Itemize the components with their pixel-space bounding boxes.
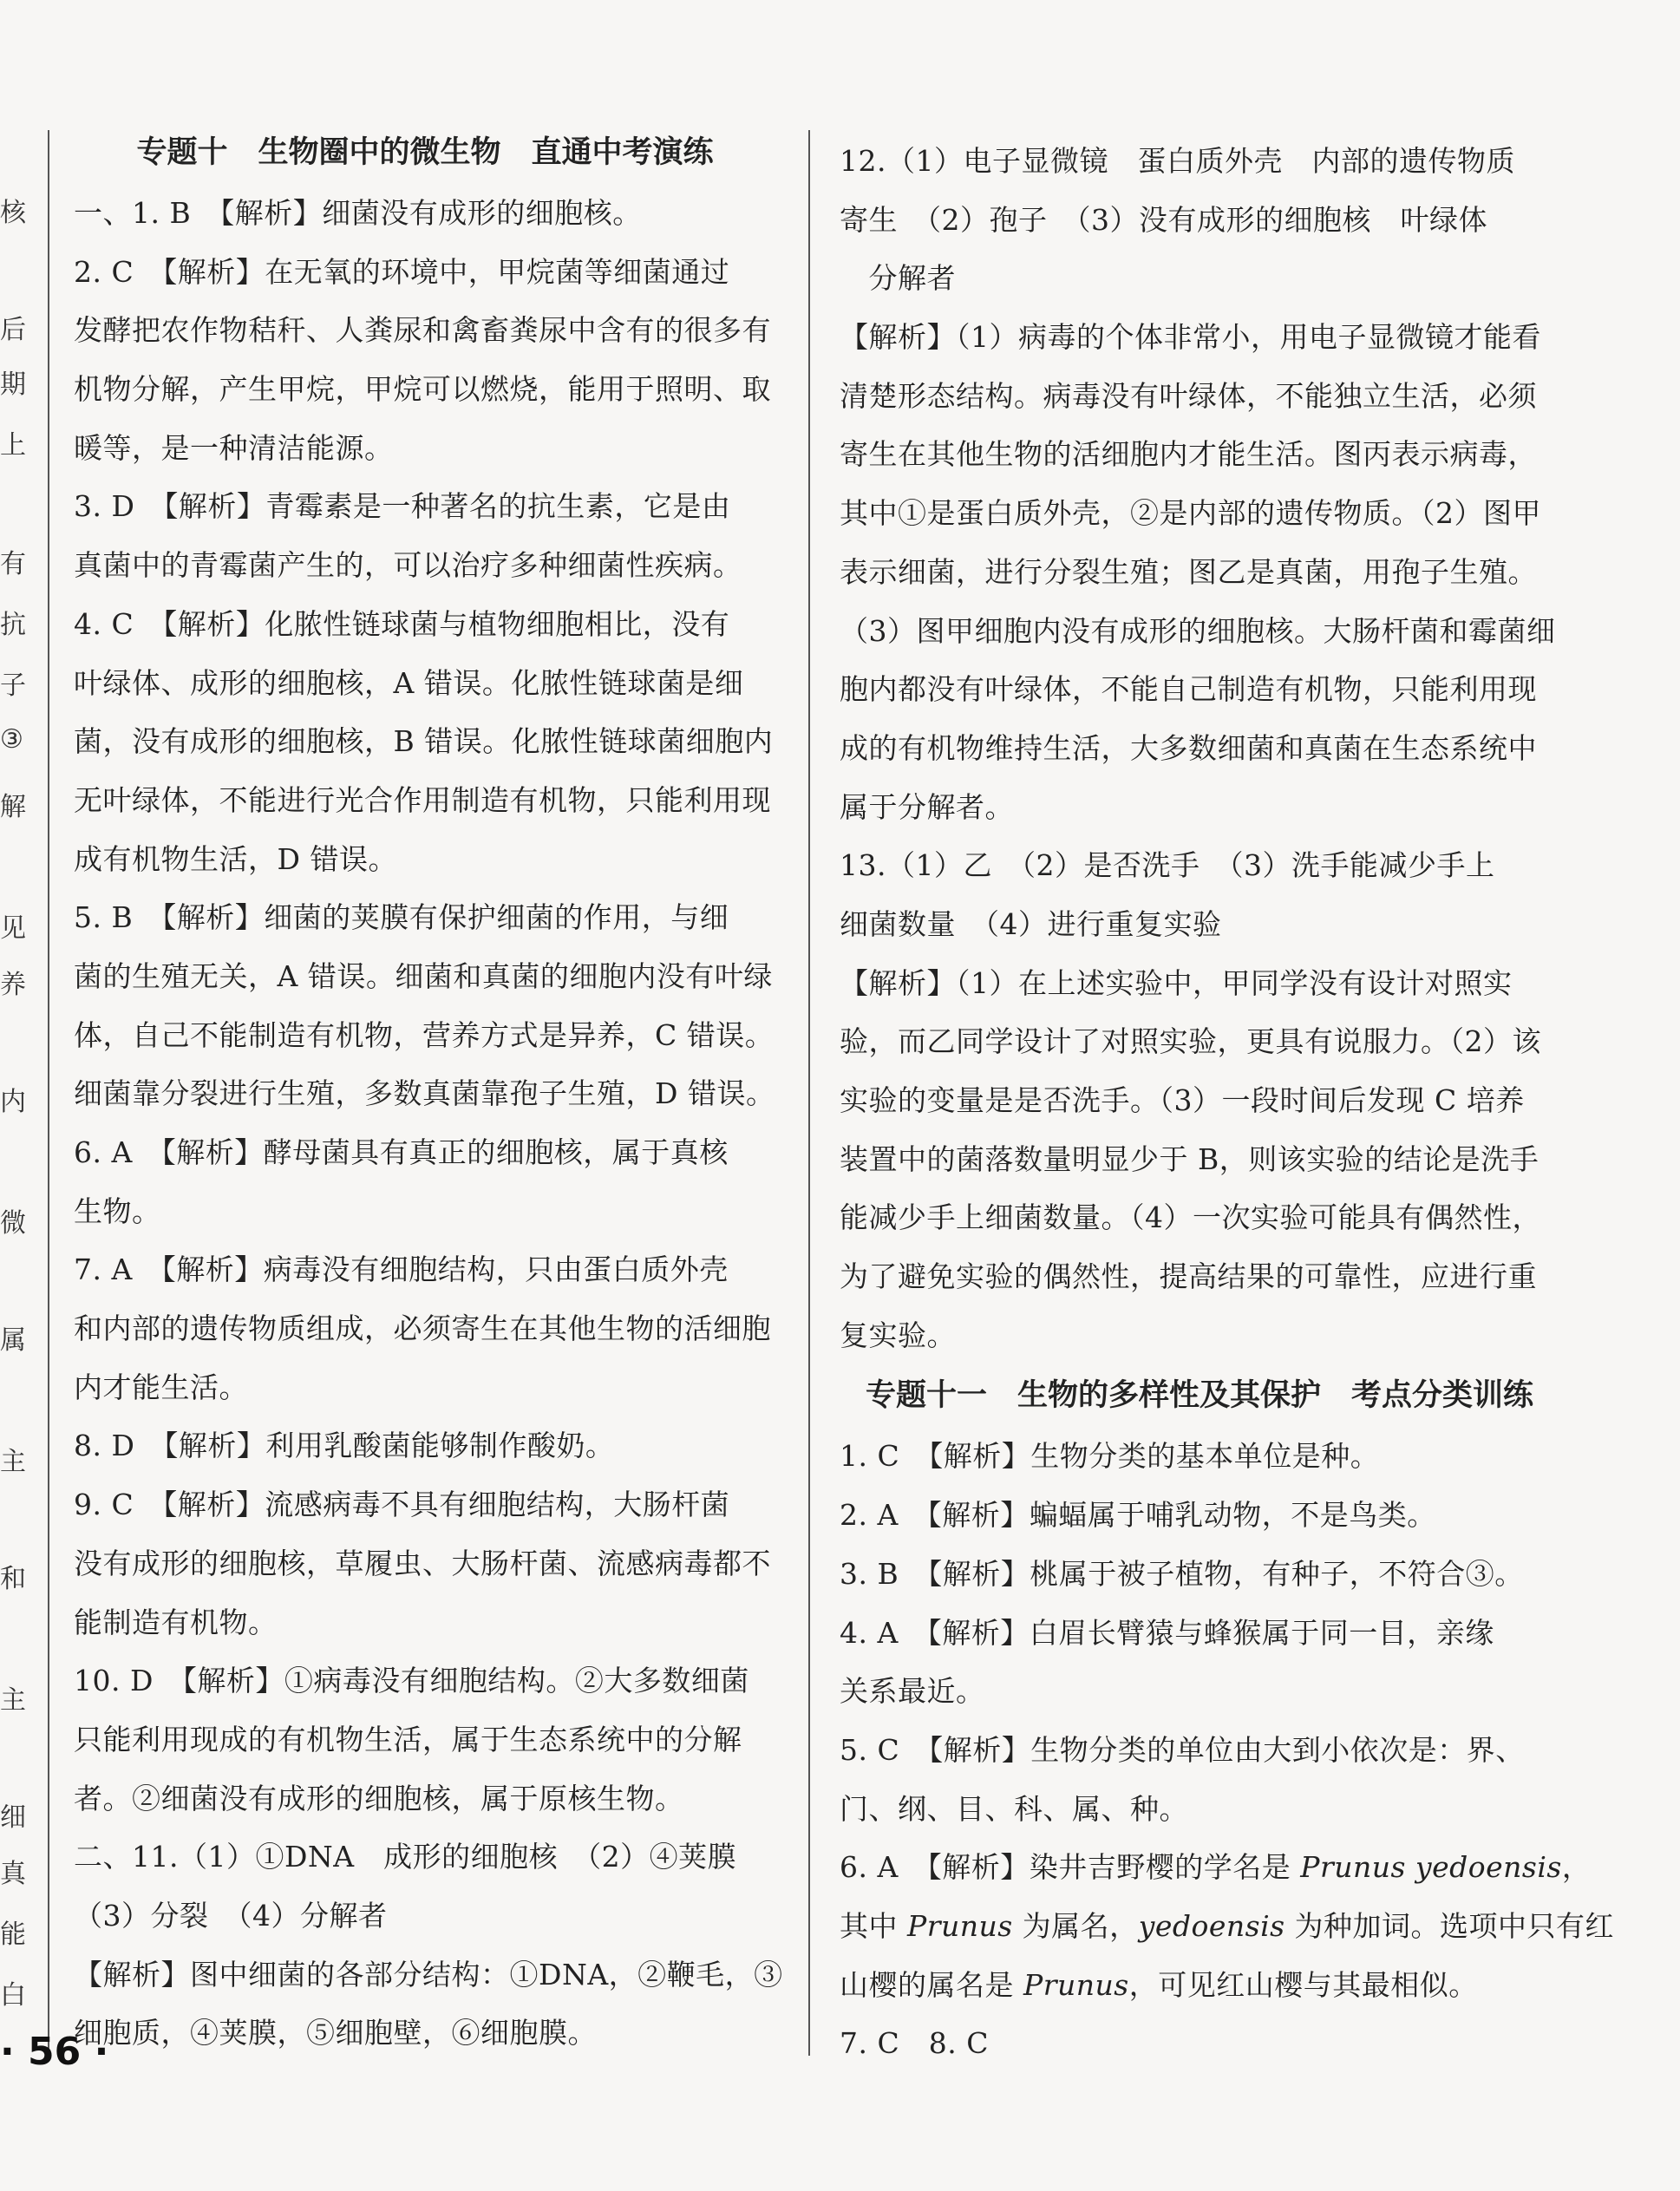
section-heading: 专题十 生物圈中的微生物 直通中考演练 bbox=[136, 135, 714, 170]
text-line: 复实验。 bbox=[840, 1318, 956, 1352]
margin-fragment: 养 bbox=[0, 970, 26, 1000]
text-line: 菌的生殖无关，A 错误。细菌和真菌的细胞内没有叶绿 bbox=[74, 958, 773, 993]
margin-fragment: 细 bbox=[0, 1802, 26, 1833]
text-line: 和内部的遗传物质组成，必须寄生在其他生物的活细胞 bbox=[74, 1311, 771, 1346]
text-line: 8. D 【解析】利用乳酸菌能够制作酸奶。 bbox=[74, 1429, 615, 1463]
text-line: 10. D 【解析】①病毒没有细胞结构。②大多数细菌 bbox=[74, 1664, 749, 1698]
text-line: （3）分裂 （4）分解者 bbox=[74, 1898, 388, 1933]
text-line: 者。②细菌没有成形的细胞核，属于原核生物。 bbox=[74, 1781, 684, 1815]
margin-fragment: 有 bbox=[0, 549, 26, 579]
text-line: 寄生 （2）孢子 （3）没有成形的细胞核 叶绿体 bbox=[840, 202, 1487, 237]
text-line: 细菌靠分裂进行生殖，多数真菌靠孢子生殖，D 错误。 bbox=[74, 1076, 775, 1111]
text-line: 山樱的属名是 Prunus，可见红山樱与其最相似。 bbox=[840, 1967, 1478, 2002]
text-line: 4. C 【解析】化脓性链球菌与植物细胞相比，没有 bbox=[74, 606, 730, 641]
text-line: 体，自己不能制造有机物，营养方式是异养，C 错误。 bbox=[74, 1017, 775, 1052]
text-line: 2. C 【解析】在无氧的环境中，甲烷菌等细菌通过 bbox=[74, 254, 730, 289]
text-line: 5. C 【解析】生物分类的单位由大到小依次是：界、 bbox=[840, 1732, 1525, 1767]
text-line: 能减少手上细菌数量。（4）一次实验可能具有偶然性， bbox=[840, 1200, 1541, 1235]
text-line: 2. A 【解析】蝙蝠属于哺乳动物，不是鸟类。 bbox=[840, 1498, 1436, 1533]
text-line: 6. A 【解析】染井吉野樱的学名是 Prunus yedoensis， bbox=[840, 1850, 1592, 1885]
text-line: 叶绿体、成形的细胞核，A 错误。化脓性链球菌是细 bbox=[74, 665, 744, 700]
text-line: 暖等，是一种清洁能源。 bbox=[74, 430, 394, 465]
margin-fragment: 见 bbox=[0, 913, 26, 944]
text-line: 细菌数量 （4）进行重复实验 bbox=[840, 906, 1222, 941]
text-line: 实验的变量是是否洗手。（3）一段时间后发现 C 培养 bbox=[840, 1083, 1525, 1117]
text-line: 胞内都没有叶绿体，不能自己制造有机物，只能利用现 bbox=[840, 672, 1537, 707]
margin-fragment: 真 bbox=[0, 1859, 26, 1889]
text-line: 7. C 8. C bbox=[840, 2026, 989, 2061]
left-divider bbox=[48, 130, 49, 2056]
text-line: 【解析】（1）病毒的个体非常小，用电子显微镜才能看 bbox=[840, 320, 1541, 355]
text-line: 表示细菌，进行分裂生殖；图乙是真菌，用孢子生殖。 bbox=[840, 554, 1537, 589]
text-line: 13.（1）乙 （2）是否洗手 （3）洗手能减少手上 bbox=[840, 848, 1495, 883]
margin-fragment: 白 bbox=[0, 1980, 26, 2011]
text-line: 一、1. B 【解析】细菌没有成形的细胞核。 bbox=[74, 196, 642, 230]
text-line: 成的有机物维持生活，大多数细菌和真菌在生态系统中 bbox=[840, 730, 1537, 765]
margin-fragment: 后 bbox=[0, 315, 26, 345]
margin-fragments bbox=[0, 130, 35, 2038]
text-line: 3. D 【解析】青霉素是一种著名的抗生素，它是由 bbox=[74, 489, 731, 524]
margin-fragment: 和 bbox=[0, 1564, 26, 1594]
text-line: 1. C 【解析】生物分类的基本单位是种。 bbox=[840, 1439, 1380, 1474]
text-line: 发酵把农作物秸秆、人粪尿和禽畜粪尿中含有的很多有 bbox=[74, 313, 771, 348]
margin-fragment: 上 bbox=[0, 430, 26, 461]
text-line: 【解析】（1）在上述实验中，甲同学没有设计对照实 bbox=[840, 965, 1513, 1000]
text-line: 机物分解，产生甲烷，甲烷可以燃烧，能用于照明、取 bbox=[74, 372, 771, 407]
center-divider bbox=[808, 130, 810, 2056]
text-line: 二、11.（1）①DNA 成形的细胞核 （2）④荚膜 bbox=[74, 1840, 737, 1874]
text-line: 属于分解者。 bbox=[840, 789, 1014, 824]
text-line: 装置中的菌落数量明显少于 B，则该实验的结论是洗手 bbox=[840, 1141, 1539, 1176]
text-line: 没有成形的细胞核，草履虫、大肠杆菌、流感病毒都不 bbox=[74, 1546, 771, 1580]
margin-fragment: 抗 bbox=[0, 610, 26, 640]
left-column bbox=[74, 121, 783, 2063]
text-line: 生物。 bbox=[74, 1194, 161, 1228]
text-line: 内才能生活。 bbox=[74, 1370, 248, 1404]
text-line: 真菌中的青霉菌产生的，可以治疗多种细菌性疾病。 bbox=[74, 548, 742, 583]
text-line: 关系最近。 bbox=[840, 1674, 985, 1709]
text-line: 能制造有机物。 bbox=[74, 1605, 278, 1639]
text-line: 3. B 【解析】桃属于被子植物，有种子，不符合③。 bbox=[840, 1556, 1524, 1591]
text-line: 7. A 【解析】病毒没有细胞结构，只由蛋白质外壳 bbox=[74, 1252, 729, 1287]
text-line: 5. B 【解析】细菌的荚膜有保护细菌的作用，与细 bbox=[74, 900, 729, 935]
margin-fragment: 子 bbox=[0, 670, 26, 701]
margin-fragment: 核 bbox=[0, 198, 26, 228]
margin-fragment: 微 bbox=[0, 1208, 26, 1239]
text-line: 细胞质，④荚膜，⑤细胞壁，⑥细胞膜。 bbox=[74, 2016, 597, 2050]
text-line: 验，而乙同学设计了对照实验，更具有说服力。（2）该 bbox=[840, 1024, 1541, 1059]
margin-fragment: 内 bbox=[0, 1087, 26, 1117]
text-line: 菌，没有成形的细胞核，B 错误。化脓性链球菌细胞内 bbox=[74, 724, 774, 759]
margin-fragment: 能 bbox=[0, 1920, 26, 1950]
text-line: 4. A 【解析】白眉长臂猿与蜂猴属于同一目，亲缘 bbox=[840, 1615, 1494, 1650]
margin-fragment: 解 bbox=[0, 792, 26, 822]
margin-fragment: 主 bbox=[0, 1685, 26, 1716]
margin-fragment: 期 bbox=[0, 370, 26, 400]
margin-fragment: 主 bbox=[0, 1447, 26, 1477]
section-heading: 专题十一 生物的多样性及其保护 考点分类训练 bbox=[865, 1378, 1533, 1414]
text-line: 【解析】图中细菌的各部分结构：①DNA，②鞭毛，③ bbox=[74, 1957, 783, 1992]
text-line: 清楚形态结构。病毒没有叶绿体，不能独立生活，必须 bbox=[840, 378, 1537, 413]
text-line: 9. C 【解析】流感病毒不具有细胞结构，大肠杆菌 bbox=[74, 1488, 730, 1522]
margin-fragment: ③ bbox=[0, 724, 23, 755]
margin-fragment: 属 bbox=[0, 1325, 26, 1356]
right-column bbox=[840, 132, 1615, 2073]
page-number: · 56 · bbox=[0, 2030, 109, 2074]
text-line: 门、纲、目、科、属、种。 bbox=[840, 1791, 1188, 1826]
text-line: 寄生在其他生物的活细胞内才能生活。图丙表示病毒， bbox=[840, 437, 1537, 472]
text-line: 分解者 bbox=[840, 261, 956, 296]
text-line: 为了避免实验的偶然性，提高结果的可靠性，应进行重 bbox=[840, 1259, 1537, 1294]
text-line: （3）图甲细胞内没有成形的细胞核。大肠杆菌和霉菌细 bbox=[840, 613, 1556, 648]
text-line: 无叶绿体，不能进行光合作用制造有机物，只能利用现 bbox=[74, 782, 771, 817]
text-line: 只能利用现成的有机物生活，属于生态系统中的分解 bbox=[74, 1722, 742, 1756]
text-line: 成有机物生活，D 错误。 bbox=[74, 841, 397, 876]
text-line: 其中 Prunus 为属名，yedoensis 为种加词。选项中只有红 bbox=[840, 1908, 1615, 1943]
text-line: 其中①是蛋白质外壳，②是内部的遗传物质。（2）图甲 bbox=[840, 496, 1541, 531]
text-line: 6. A 【解析】酵母菌具有真正的细胞核，属于真核 bbox=[74, 1135, 729, 1169]
text-line: 12.（1）电子显微镜 蛋白质外壳 内部的遗传物质 bbox=[840, 144, 1515, 178]
